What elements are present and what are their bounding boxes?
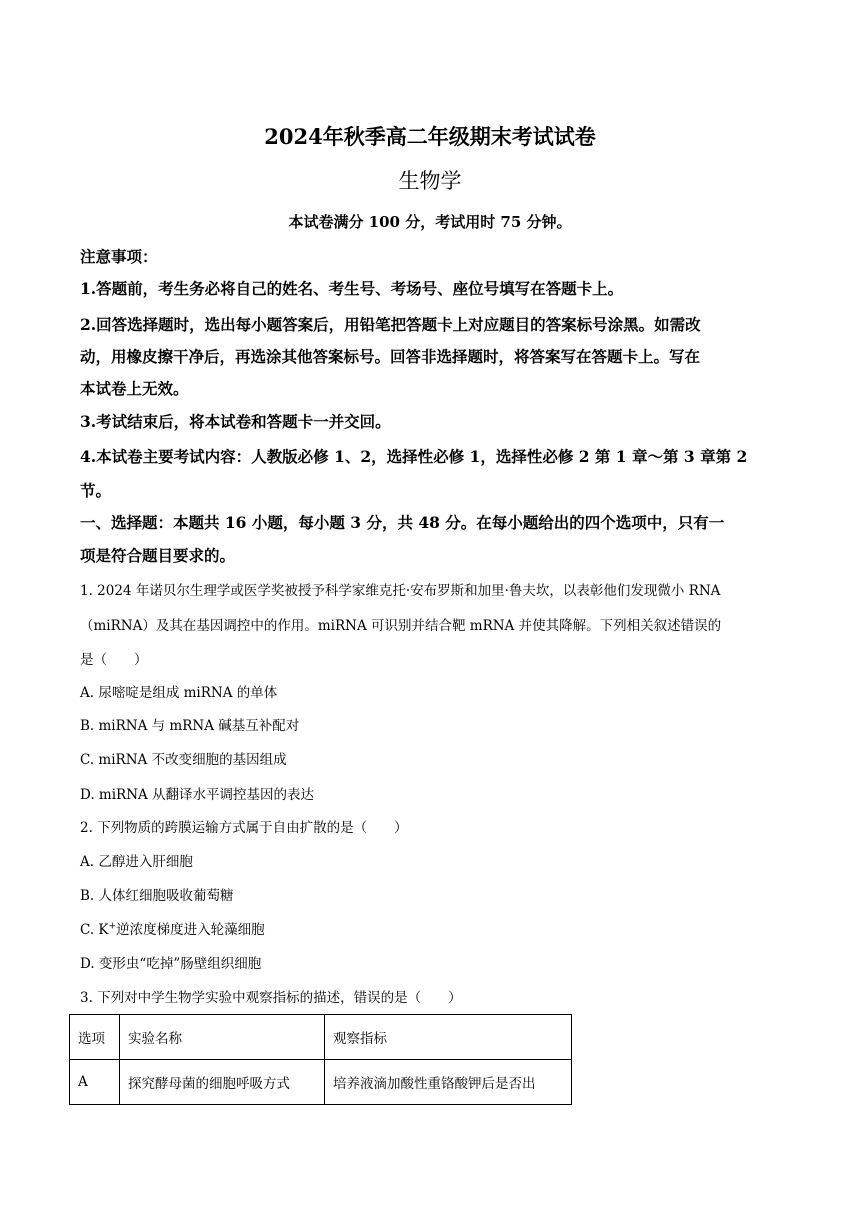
section-heading: 一、选择题：本题共 16 小题，每小题 3 分，共 48 分。在每小题给出的四个选项中，只有一 [80,513,725,532]
exam-title: 2024年秋季高二年级期末考试试卷 [264,124,596,149]
note-line: 1.答题前，考生务必将自己的姓名、考生号、考场号、座位号填写在答题卡上。 [80,279,624,298]
q1-stem-line: 1. 2024 年诺贝尔生理学或医学奖被授予科学家维克托·安布罗斯和加里·鲁夫坎，以表彰他们发现微小 RNA [80,583,721,599]
q1-option-a: A. 尿嘧啶是组成 miRNA 的单体 [80,685,278,701]
q1-option-d: D. miRNA 从翻译水平调控基因的表达 [80,787,315,803]
note-line: 2.回答选择题时，选出每小题答案后，用铅笔把答题卡上对应题目的答案标号涂黑。如需改 [80,315,701,334]
table-cell: A [70,1060,120,1105]
q2-option-c [80,920,265,940]
q1-option-b: B. miRNA 与 mRNA 碱基互补配对 [80,718,300,734]
q1-stem-line: （miRNA）及其在基因调控中的作用。miRNA 可识别并结合靶 mRNA 并使其降解。下列相关叙述错误的 [80,618,722,634]
q2-stem: 2. 下列物质的跨膜运输方式属于自由扩散的是（ ） [80,820,408,836]
experiment-table [69,1014,572,1105]
table-cell: 培养液滴加酸性重铬酸钾后是否出 [325,1060,572,1105]
q2-option-c-prefix: C. K [80,922,109,938]
table-header-row [70,1015,572,1060]
ion-charge: + [108,921,117,932]
table-header-cell: 选项 [70,1015,120,1060]
note-line: 3.考试结束后，将本试卷和答题卡一并交回。 [80,412,391,431]
q2-option-a: A. 乙醇进入肝细胞 [80,854,193,870]
score-note: 本试卷满分 100 分，考试用时 75 分钟。 [288,213,572,231]
table-header-cell: 实验名称 [120,1015,325,1060]
q3-stem: 3. 下列对中学生物学实验中观察指标的描述，错误的是（ ） [80,990,462,1006]
table-cell: 探究酵母菌的细胞呼吸方式 [120,1060,325,1105]
q2-option-d: D. 变形虫“吃掉”肠壁组织细胞 [80,956,262,972]
q1-option-c: C. miRNA 不改变细胞的基因组成 [80,752,287,768]
table-row [70,1060,572,1105]
section-heading: 项是符合题目要求的。 [80,546,236,565]
note-line: 动，用橡皮擦干净后，再选涂其他答案标号。回答非选择题时，将答案写在答题卡上。写在 [80,347,701,366]
note-line: 本试卷上无效。 [80,379,189,398]
q2-option-c-suffix: 逆浓度梯度进入轮藻细胞 [116,922,265,938]
notes-heading: 注意事项： [80,247,158,266]
table-header-cell: 观察指标 [325,1015,572,1060]
q2-option-b: B. 人体红细胞吸收葡萄糖 [80,888,234,904]
q1-stem-line: 是（ ） [80,652,148,668]
note-line: 节。 [80,481,112,500]
note-line: 4.本试卷主要考试内容：人教版必修 1、2，选择性必修 1，选择性必修 2 第 1 章～第 3 章第 2 [80,447,748,466]
exam-subject: 生物学 [398,169,462,193]
